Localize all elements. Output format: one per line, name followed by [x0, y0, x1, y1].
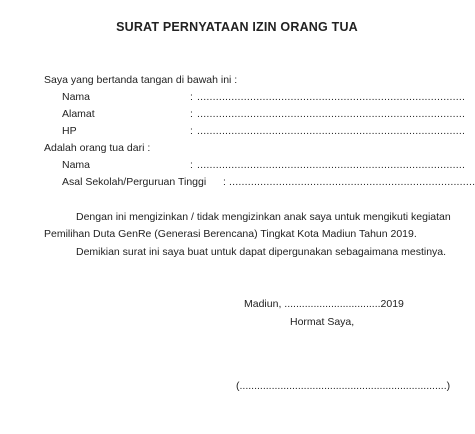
- field-label-alamat: Alamat: [62, 108, 95, 120]
- field-dots-alamat: ......................................................................................: [197, 108, 466, 120]
- field-dots-nama-anak: ......................................................................................: [197, 159, 466, 171]
- place-date: Madiun, .................................2019: [244, 298, 404, 310]
- field-label-asal-sekolah: Asal Sekolah/Perguruan Tinggi: [62, 176, 207, 188]
- field-colon: :: [223, 176, 226, 188]
- paragraph-consent-line1: Dengan ini mengizinkan / tidak mengizinkan anak saya untuk mengikuti kegiatan: [76, 211, 451, 223]
- signature-line: (.......................................................................): [236, 380, 451, 392]
- field-colon: :: [190, 108, 193, 120]
- field-label-nama-anak: Nama: [62, 159, 91, 171]
- field-colon: :: [190, 159, 193, 171]
- intro-text: Saya yang bertanda tangan di bawah ini :: [44, 74, 238, 86]
- field-colon: :: [190, 91, 193, 103]
- paragraph-consent-line2: Pemilihan Duta GenRe (Generasi Berencana) Tingkat Kota Madiun Tahun 2019.: [44, 228, 417, 240]
- field-dots-nama: ......................................................................................: [197, 91, 466, 103]
- field-dots-asal-sekolah: ...............................................................................: [229, 176, 475, 188]
- document-title: SURAT PERNYATAAN IZIN ORANG TUA: [116, 20, 358, 34]
- parent-intro-text: Adalah orang tua dari :: [44, 142, 151, 154]
- paragraph-closing: Demikian surat ini saya buat untuk dapat dipergunakan sebagaimana mestinya.: [76, 246, 447, 258]
- field-label-nama: Nama: [62, 91, 91, 103]
- field-label-hp: HP: [62, 125, 77, 137]
- field-dots-hp: ......................................................................................: [197, 125, 466, 137]
- closing-greeting: Hormat Saya,: [290, 316, 355, 328]
- field-colon: :: [190, 125, 193, 137]
